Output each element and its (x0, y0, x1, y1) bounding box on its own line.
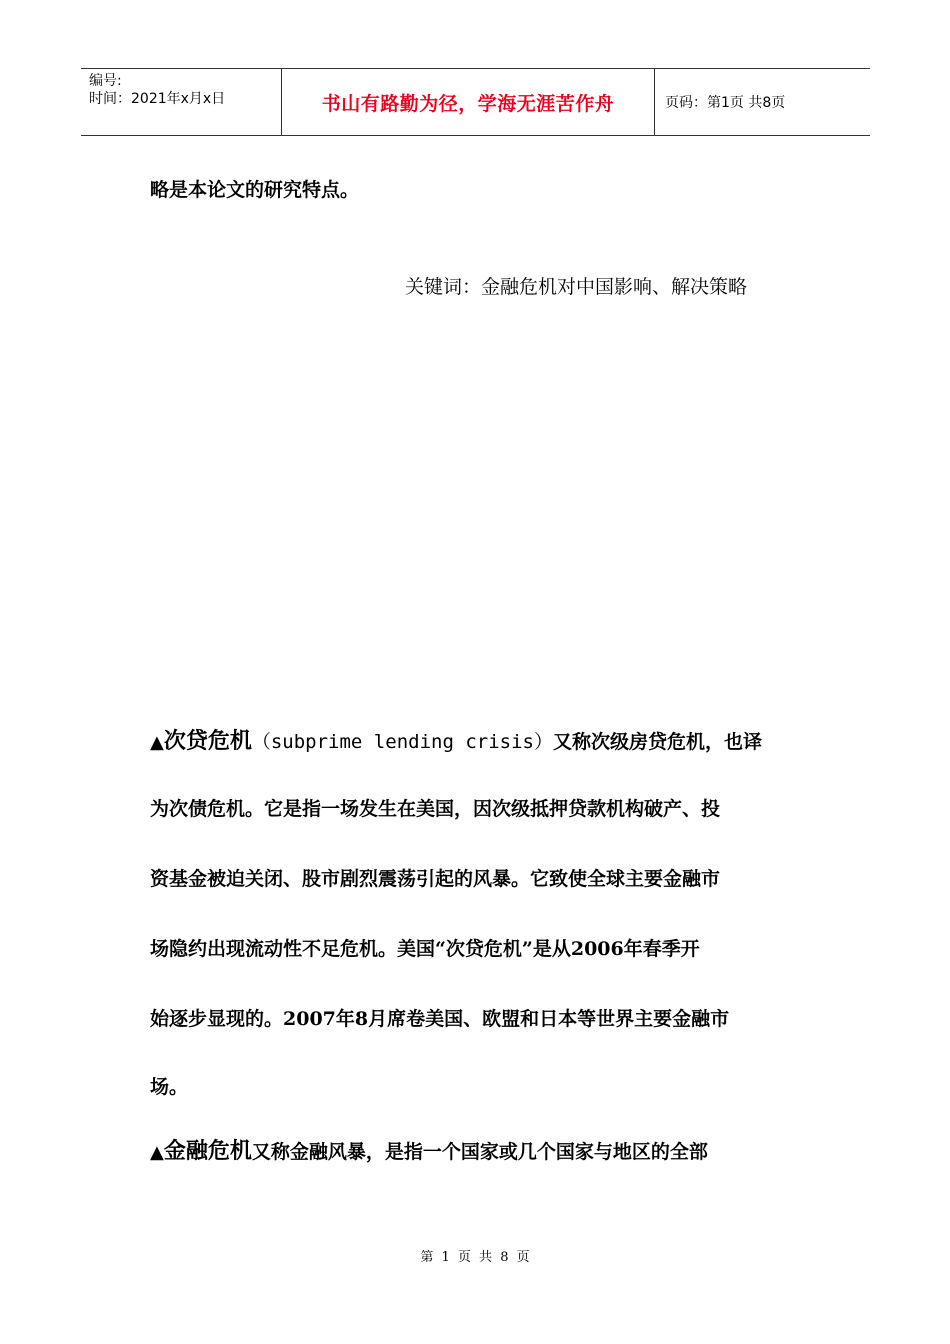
header-page-info: 页码：第1页 共8页 (665, 95, 786, 111)
paragraph-line: 场隐约出现流动性不足危机。美国“次贷危机”是从2006年春季开 (150, 938, 700, 960)
paragraph-line: 为次债危机。它是指一场发生在美国，因次级抵押贷款机构破产、投 (150, 798, 721, 820)
carry-over-line: 略是本论文的研究特点。 (150, 179, 360, 201)
page-footer: 第 1 页 共 8 页 (420, 1250, 530, 1265)
number-label: 编号: (89, 73, 122, 89)
time-label: 时间：2021年x月x日 (89, 91, 226, 107)
header-meta (81, 69, 282, 135)
paragraph-text: 又称次级房贷危机，也译 (552, 731, 762, 753)
english-term: （subprime lending crisis） (251, 731, 553, 753)
term-heading: 次贷危机 (163, 729, 252, 754)
paragraph-line: 始逐步显现的。2007年8月席卷美国、欧盟和日本等世界主要金融市 (150, 1008, 730, 1030)
term-heading: 金融危机 (163, 1139, 252, 1164)
paragraph-text: 又称金融风暴，是指一个国家或几个国家与地区的全部 (251, 1141, 708, 1163)
header-motto: 书山有路勤为径，学海无涯苦作舟 (282, 69, 655, 135)
paragraph-line: 资基金被迫关闭、股市剧烈震荡引起的风暴。它致使全球主要金融市 (150, 868, 721, 890)
paragraph-line: 场。 (150, 1076, 189, 1098)
triangle-bullet-icon: ▲ (150, 732, 164, 753)
document-header (81, 68, 870, 136)
paragraph-line (150, 724, 762, 755)
keywords-line: 关键词：金融危机对中国影响、解决策略 (405, 276, 748, 298)
paragraph-line (150, 1134, 708, 1165)
triangle-bullet-icon: ▲ (150, 1142, 164, 1163)
